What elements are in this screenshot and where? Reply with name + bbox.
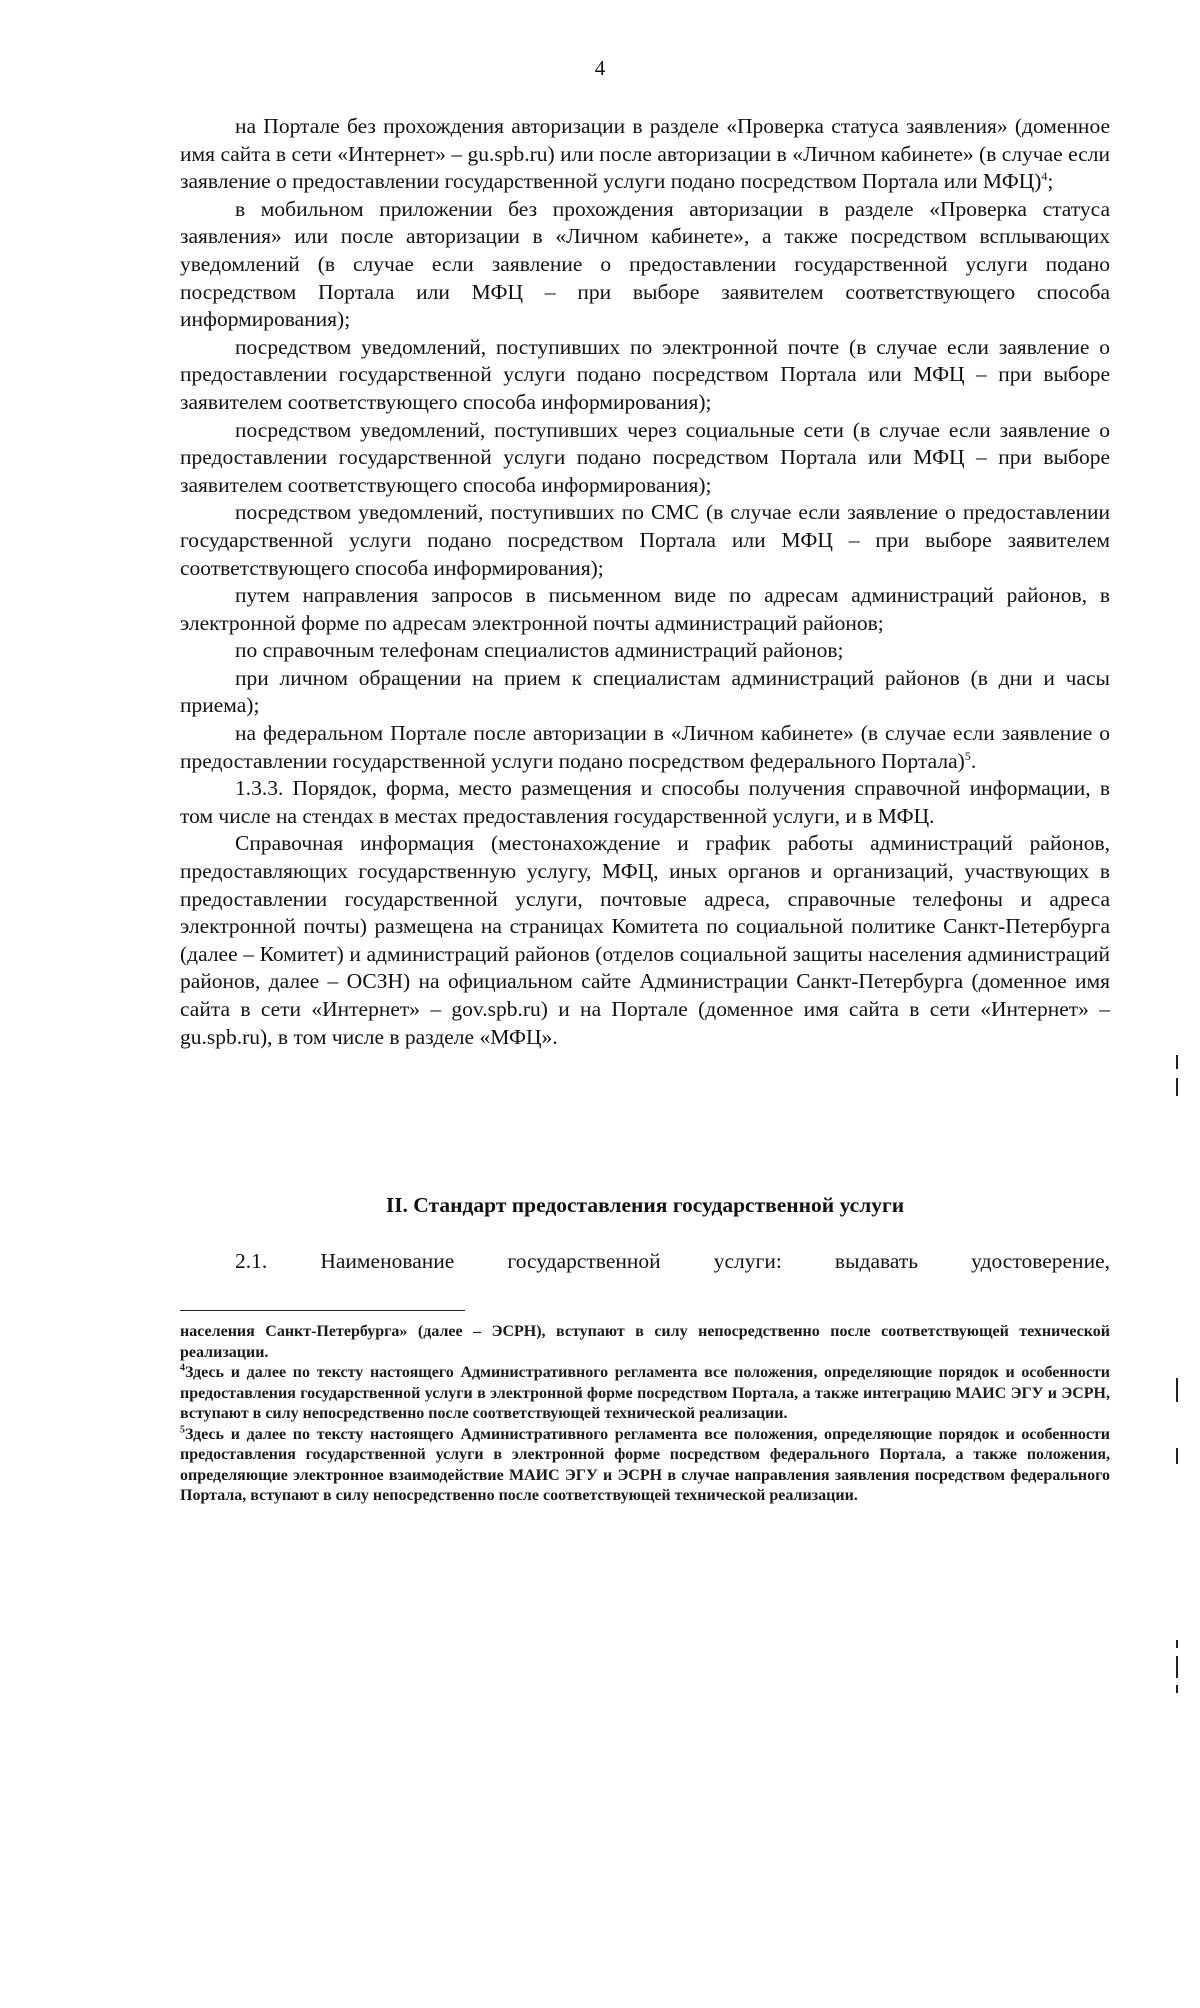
paragraph: по справочным телефонам специалистов администраций районов; (235, 638, 844, 663)
footnote-continuation (180, 1322, 1110, 1363)
main-text (180, 113, 1110, 1051)
paragraph: посредством уведомлений, поступивших по электронной почте (в случае если заявление о предоставлении государственной услуги подано посредством Портала или МФЦ – при выборе заявителем соответствующего способа информирования); (180, 334, 1110, 414)
paragraph: 1.3.3. Порядок, форма, место размещения и способы получения справочной информации, в том числе на стендах в местах предоставления государственной услуги, и в МФЦ. (180, 776, 1110, 828)
section-first-line: 2.1. Наименование государственной услуги: выдавать удостоверение, (235, 1249, 1110, 1273)
footnote-number: 5 (180, 1424, 185, 1436)
paragraph: при личном обращении на прием к специалистам администраций районов (в дни и часы приема); (180, 665, 1110, 718)
scan-artifact-mark (1176, 1448, 1178, 1464)
section-heading: II. Стандарт предоставления государственной услуги (385, 1193, 905, 1217)
paragraph-tail: ; (1047, 169, 1054, 194)
paragraph: в мобильном приложении без прохождения авторизации в разделе «Проверка статуса заявления» или после авторизации в «Личном кабинете», а также посредством всплывающих уведомлений (в случае если заявление о предоставлении государственной услуги подано посредством Портала или МФЦ – при выборе заявителем соответствующего способа информирования); (180, 196, 1110, 332)
paragraph: посредством уведомлений, поступивших через социальные сети (в случае если заявление о предоставлении государственной услуги подано посредством Портала или МФЦ – при выборе заявителем соответствующего способа информирования); (180, 417, 1110, 497)
scan-artifact-mark (1176, 1055, 1178, 1069)
scan-artifact-mark (1176, 1378, 1178, 1402)
footnote-ref: 5 (964, 748, 971, 763)
footnote-4 (180, 1363, 1110, 1425)
paragraph: Справочная информация (местонахождение и график работы администраций районов, предоставляющих государственную услугу, МФЦ, иных органов и организаций, участвующих в предоставлении государственной услуги, почтовые адреса, справочные телефоны и адреса электронной почты) размещена на страницах Комитета по социальной политике Санкт-Петербурга (далее – Комитет) и администраций районов (отделов социальной защиты населения администраций районов, далее – ОСЗН) на официальном сайте Администрации Санкт-Петербурга (доменное имя сайта в сети «Интернет» – gov.spb.ru) и на Портале (доменное имя сайта в сети «Интернет» – gu.spb.ru), в том числе в разделе «МФЦ». (180, 831, 1110, 1049)
footnote-5 (180, 1425, 1110, 1507)
footnote-text: Здесь и далее по тексту настоящего Административного регламента все положения, определяющие порядок и особенности предоставления государственной услуги в электронной форме посредством федерального Портала, а также положения, определяющие электронное взаимодействие МАИС ЭГУ и ЭСРН в случае направления заявления посредством федерального Портала, вступают в силу непосредственно после соответствующей технической реализации. (180, 1425, 1110, 1504)
footnote-text: Здесь и далее по тексту настоящего Административного регламента все положения, определяющие порядок и особенности предоставления государственной услуги в электронной форме посредством Портала, а также интеграцию МАИС ЭГУ и ЭСРН, вступают в силу непосредственно после соответствующей технической реализации. (180, 1364, 1110, 1422)
scan-artifact-mark (1176, 1640, 1178, 1648)
paragraph-tail: . (970, 748, 977, 773)
paragraph (180, 113, 1110, 196)
footnotes (180, 1322, 1110, 1507)
paragraph: посредством уведомлений, поступивших по СМС (в случае если заявление о предоставлении государственной услуги подано посредством Портала или МФЦ – при выборе заявителем соответствующего способа информирования); (180, 500, 1110, 580)
scan-artifact-mark (1176, 1078, 1178, 1096)
scan-artifact-mark (1176, 1685, 1178, 1693)
footnote-text: населения Санкт-Петербурга» (далее – ЭСРН), вступают в силу непосредственно после соответствующей технической реализации. (180, 1323, 1110, 1361)
footnote-ref: 4 (1041, 169, 1048, 184)
scan-artifact-mark (1176, 1656, 1178, 1678)
paragraph (180, 720, 1110, 775)
page-number: 4 (594, 56, 606, 80)
footnote-number: 4 (180, 1362, 185, 1374)
footnote-separator (180, 1310, 465, 1311)
paragraph-text: на Портале без прохождения авторизации в разделе «Проверка статуса заявления» (доменное имя сайта в сети «Интернет» – gu.spb.ru) или после авторизации в «Личном кабинете» (в случае если заявление о предоставлении государственной услуги подано посредством Портала или МФЦ) (180, 114, 1110, 194)
paragraph-text: на федеральном Портале после авторизации в «Личном кабинете» (в случае если заявление о предоставлении государственной услуги подано посредством федерального Портала) (180, 721, 1110, 773)
paragraph: путем направления запросов в письменном виде по адресам администраций районов, в электронной форме по адресам электронной почты администраций районов; (180, 583, 1110, 635)
